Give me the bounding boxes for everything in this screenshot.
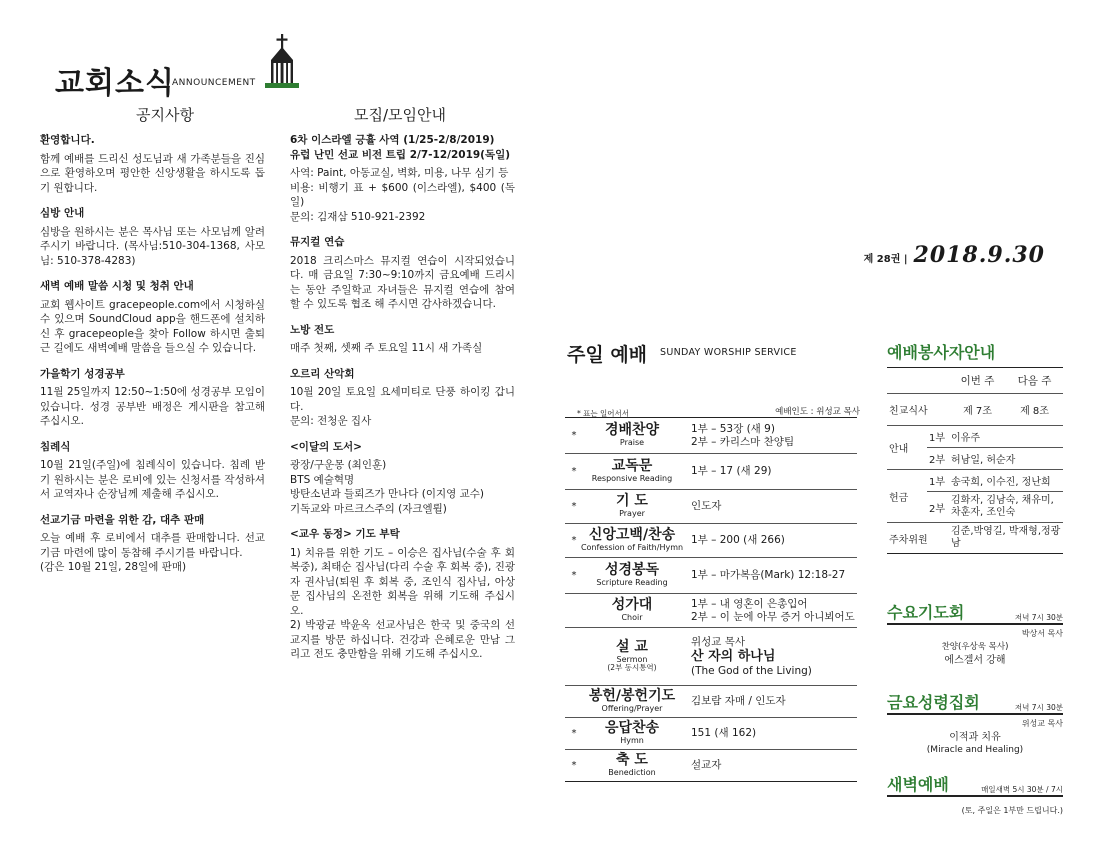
worship-item-detail xyxy=(685,423,857,449)
worship-item-korean: 기 도 xyxy=(616,493,648,510)
recruit-body: 2018 크리스마스 뮤지컬 연습이 시작되었습니다. 매 금요일 7:30~9:10까지 금요예배 드리시는 동안 주일학교 자녀들은 뮤지컬 연습에 참여 할 수 있도록 협조 해 주시면 감사하겠습니다. xyxy=(290,254,515,310)
friday-time: 저녁 7시 30분 xyxy=(1014,703,1063,712)
notice-title: 침례식 xyxy=(40,440,71,453)
greeter-this: 제 7조 xyxy=(949,394,1006,426)
worship-detail-line: 151 (새 162) xyxy=(691,727,757,739)
guide-1: 이유주 xyxy=(949,426,1063,448)
worship-item-english: Hymn xyxy=(620,735,644,745)
worship-item-english: Responsive Reading xyxy=(591,473,673,483)
sermon-title-english: (The God of the Living) xyxy=(691,664,812,677)
notice-body: 심방을 원하시는 분은 목사님 또는 사모님께 알려주시기 바랍니다. (목사님:510-304-1368, 사모님: 510-378-4283) xyxy=(40,225,265,267)
worship-row xyxy=(565,454,857,490)
worship-row xyxy=(565,524,857,558)
standing-mark: * xyxy=(571,570,577,581)
page-title: 교회소식 xyxy=(55,66,175,101)
friday-line1: 이적과 치유 xyxy=(949,731,1001,743)
notice-title: 환영합니다. xyxy=(40,134,95,146)
worship-item-name xyxy=(579,598,685,622)
worship-item-name xyxy=(579,563,685,587)
volume-label: 제 28권 | xyxy=(863,254,908,265)
recruit-body: 사역: Paint, 아동교실, 벽화, 미용, 나무 심기 등 비용: 비행기 표 + $600 (이스라엘), $400 (독일) 문의: 김재삼 510-921-2392 xyxy=(290,167,515,223)
worship-item-english: Confession of Faith/Hymn xyxy=(580,542,684,552)
recruit-title: 오르리 산악회 xyxy=(290,367,355,380)
parking: 김준,박영길, 박재형,정광남 xyxy=(949,523,1063,554)
standing-mark: * xyxy=(571,535,577,546)
worship-item-detail xyxy=(685,695,857,708)
worship-item-name xyxy=(579,423,685,447)
worship-item-korean: 봉헌/봉헌기도 xyxy=(588,688,676,705)
wednesday-section xyxy=(887,600,1063,667)
notice-item xyxy=(40,206,265,268)
header-blank xyxy=(927,368,949,394)
recruit-heading: 모집/모임안내 xyxy=(354,106,446,124)
recruit-column xyxy=(290,133,515,673)
page-subtitle: ANNOUNCEMENT xyxy=(172,78,256,88)
recruit-item xyxy=(290,367,515,429)
guide-1-sub: 1부 xyxy=(927,426,949,448)
guide-label: 안내 xyxy=(889,444,909,455)
greeter-label: 친교식사 xyxy=(887,394,949,426)
guide-2: 허남일, 허순자 xyxy=(949,448,1063,470)
worship-row xyxy=(565,750,857,782)
header-blank xyxy=(887,368,927,394)
worship-item-name xyxy=(579,494,685,518)
dawn-time: 매일새벽 5시 30분 / 7시 xyxy=(981,785,1063,794)
recruit-body: 10월 20일 토요일 요세미티로 단풍 하이킹 갑니다. 문의: 전청운 집사 xyxy=(290,386,515,427)
worship-item-korean: 교독문 xyxy=(611,458,653,475)
greeter-next: 제 8조 xyxy=(1006,394,1063,426)
divider xyxy=(887,795,1063,797)
worship-item-name xyxy=(579,640,685,672)
notice-body: 오늘 예배 후 로비에서 대추를 판매합니다. 선교기금 마련에 많이 동참해 주시기를 바랍니다. (감은 10월 21일, 28일에 판매) xyxy=(40,532,265,573)
worship-item-korean: 설 교 xyxy=(616,639,648,656)
worship-row xyxy=(565,418,857,454)
worship-item-korean: 경배찬양 xyxy=(604,422,660,439)
worship-row xyxy=(565,490,857,524)
worship-item-english: Scripture Reading xyxy=(596,577,668,587)
dawn-note: (토, 주일은 1부만 드립니다.) xyxy=(961,805,1063,815)
worship-item-english: Praise xyxy=(619,437,645,447)
recruit-title: <교우 동정> 기도 부탁 xyxy=(290,528,400,540)
worship-detail-line: 설교자 xyxy=(691,759,722,771)
worship-item-korean: 응답찬송 xyxy=(604,720,660,737)
worship-item-detail xyxy=(685,636,857,678)
recruit-title: 6차 이스라엘 긍휼 사역 (1/25-2/8/2019) 유럽 난민 선교 비전 트립 2/7-12/2019(독일) xyxy=(290,134,511,161)
standing-mark: * xyxy=(571,430,577,441)
notice-body: 10월 21일(주일)에 침례식이 있습니다. 침례 받기 원하시는 분은 로비에 있는 신청서를 작성하셔서 교역자나 순장님께 제출해 주십시오. xyxy=(40,459,265,500)
table-row xyxy=(887,394,1063,426)
wednesday-line1: 찬양(우상욱 목사) xyxy=(941,641,1009,652)
worship-item-korean: 성가대 xyxy=(611,597,653,614)
friday-line2: (Miracle and Healing) xyxy=(926,744,1024,755)
worship-order xyxy=(565,417,857,782)
offering-2: 김화자, 김남숙, 채유미, 차훈자, 조인숙 xyxy=(949,492,1063,523)
service-table xyxy=(887,367,1063,554)
recruit-body: 1) 치유를 위한 기도 – 이승은 집사님(수술 후 회복중), 최태순 집사님(다리 수술 후 회복 중), 진광자 권사님(퇴원 후 회복 중, 조인식 집사님, 아상문 집사님의 온전한 회복을 위해 기도해 주십시오. 2) 박광균 박윤옥 선교사님은 한국 및 중국의 선교지를 방문 하십니다. 건강과 은혜로운 만남 그리고 전도 충만함을 위해 기도해 주십시오. xyxy=(290,546,515,660)
dawn-title: 새벽예배 xyxy=(887,775,949,794)
worship-subtitle: SUNDAY WORSHIP SERVICE xyxy=(660,347,797,358)
offering-1: 송국희, 이수진, 정난희 xyxy=(949,470,1063,492)
standing-mark: * xyxy=(571,760,577,771)
worship-item-english: Choir xyxy=(621,612,643,622)
recruit-body: 광장/구운몽 (최인훈) BTS 예술혁명 방탄소년과 들뢰즈가 만나다 (이지영 교수) 기독교와 마르크스주의 (자크엘륄) xyxy=(290,459,484,515)
worship-detail-line: 2부 – 이 눈에 아무 증거 아니뵈어도 xyxy=(691,610,855,623)
bulletin-date: 2018.9.30 xyxy=(913,242,1045,268)
worship-title: 주일 예배 xyxy=(567,344,648,366)
worship-item-korean: 성경봉독 xyxy=(604,562,660,579)
notice-item xyxy=(40,367,265,429)
recruit-item xyxy=(290,323,515,356)
worship-item-name xyxy=(579,459,685,483)
table-row xyxy=(887,523,1063,554)
worship-item-english: Sermon xyxy=(616,654,648,664)
sermon-title: 산 자의 하나님 xyxy=(691,648,776,664)
worship-item-name xyxy=(579,753,685,777)
notice-title: 새벽 예배 말씀 시청 및 청취 안내 xyxy=(40,280,194,292)
worship-detail-line: 김보람 자매 / 인도자 xyxy=(691,695,786,707)
notice-item xyxy=(40,133,265,195)
standing-mark: * xyxy=(571,501,577,512)
recruit-title: 뮤지컬 연습 xyxy=(290,236,345,248)
notice-body: 11월 25일까지 12:50~1:50에 성경공부 모임이 있습니다. 성경 공부반 배정은 게시판을 참고해 주십시오. xyxy=(40,386,265,427)
worship-row xyxy=(565,718,857,750)
friday-leader: 위성교 목사 xyxy=(1021,718,1063,728)
worship-item-name xyxy=(579,528,685,552)
worship-detail-line: 1부 – 마가복음(Mark) 12:18-27 xyxy=(691,569,846,581)
worship-leader: 예배인도 : 위성교 목사 xyxy=(775,407,860,417)
worship-detail-line: 위성교 목사 xyxy=(691,635,746,648)
divider xyxy=(887,713,1063,715)
wednesday-time: 저녁 7시 30분 xyxy=(1014,613,1063,622)
church-icon xyxy=(262,34,304,94)
worship-row xyxy=(565,628,857,686)
worship-detail-line: 1부 – 17 (새 29) xyxy=(691,465,772,477)
recruit-title: 노방 전도 xyxy=(290,323,335,336)
worship-row xyxy=(565,558,857,594)
friday-section xyxy=(887,690,1063,757)
worship-item-detail xyxy=(685,727,857,740)
dawn-section xyxy=(887,772,1063,816)
wednesday-line2: 에스겔서 강해 xyxy=(944,654,1006,666)
guide-2-sub: 2부 xyxy=(927,448,949,470)
notice-item xyxy=(40,279,265,356)
worship-detail-line: 1부 – 내 영혼이 은총입어 xyxy=(691,597,808,610)
notices-column xyxy=(40,133,265,586)
service-title: 예배봉사자안내 xyxy=(887,343,996,362)
worship-item-english: Prayer xyxy=(619,508,645,518)
recruit-item xyxy=(290,133,515,224)
worship-detail-line: 인도자 xyxy=(691,500,722,512)
worship-row xyxy=(565,594,857,628)
recruit-title: <이달의 도서> xyxy=(290,440,362,453)
notice-title: 심방 안내 xyxy=(40,207,85,219)
notice-body: 함께 예배를 드리신 성도님과 새 가족분들을 진심으로 환영하오며 평안한 신앙생활을 하시도록 돕기 원합니다. xyxy=(40,152,265,194)
worship-detail-line: 1부 – 200 (새 266) xyxy=(691,534,785,546)
worship-item-detail xyxy=(685,500,857,513)
worship-item-english: Benediction xyxy=(608,767,656,777)
volume-date xyxy=(864,242,1045,268)
parking-label: 주차위원 xyxy=(887,523,949,554)
notice-item xyxy=(40,440,265,502)
standing-note: * 표는 일어서서 xyxy=(577,409,629,418)
recruit-body: 매주 첫째, 셋째 주 토요일 11시 새 가족실 xyxy=(290,342,483,354)
notice-body: 교회 웹사이트 gracepeople.com에서 시청하실 수 있으며 SoundCloud app을 핸드폰에 설치하신 후 gracepeople을 찾아 Follow 하시면 출퇴근 길에도 새벽예배 말씀을 들으실 수 있습니다. xyxy=(40,298,265,354)
offering-1-sub: 1부 xyxy=(927,470,949,492)
this-week-header: 이번 주 xyxy=(949,368,1006,394)
recruit-item xyxy=(290,235,515,312)
worship-item-detail xyxy=(685,534,857,547)
worship-row xyxy=(565,686,857,718)
notice-title: 가을학기 성경공부 xyxy=(40,367,125,380)
worship-item-name xyxy=(579,721,685,745)
worship-detail-line: 2부 – 카리스마 찬양팀 xyxy=(691,435,795,448)
wednesday-leader: 박상서 목사 xyxy=(1021,628,1063,638)
divider xyxy=(887,623,1063,625)
worship-item-korean: 축 도 xyxy=(616,752,648,769)
table-row xyxy=(887,426,1063,448)
standing-mark: * xyxy=(571,728,577,739)
worship-item-name xyxy=(579,689,685,713)
notices-heading: 공지사항 xyxy=(136,106,194,124)
worship-item-english: Offering/Prayer xyxy=(601,703,663,713)
table-row xyxy=(887,470,1063,492)
worship-item-extra: (2부 동시통역) xyxy=(607,663,657,673)
recruit-item xyxy=(290,440,515,517)
worship-item-detail xyxy=(685,569,857,582)
wednesday-title: 수요기도회 xyxy=(887,603,965,622)
worship-item-korean: 신앙고백/찬송 xyxy=(588,527,676,544)
worship-item-detail xyxy=(685,598,857,624)
notice-item xyxy=(40,513,265,575)
worship-item-detail xyxy=(685,759,857,772)
offering-label: 헌금 xyxy=(887,470,927,523)
offering-2-sub: 2부 xyxy=(927,492,949,523)
standing-mark: * xyxy=(571,466,577,477)
notice-title: 선교기금 마련을 위한 감, 대추 판매 xyxy=(40,513,205,526)
next-week-header: 다음 주 xyxy=(1006,368,1063,394)
recruit-item xyxy=(290,527,515,662)
worship-item-detail xyxy=(685,465,857,478)
worship-detail-line: 1부 – 53장 (새 9) xyxy=(691,422,775,435)
friday-title: 금요성령집회 xyxy=(887,693,980,712)
